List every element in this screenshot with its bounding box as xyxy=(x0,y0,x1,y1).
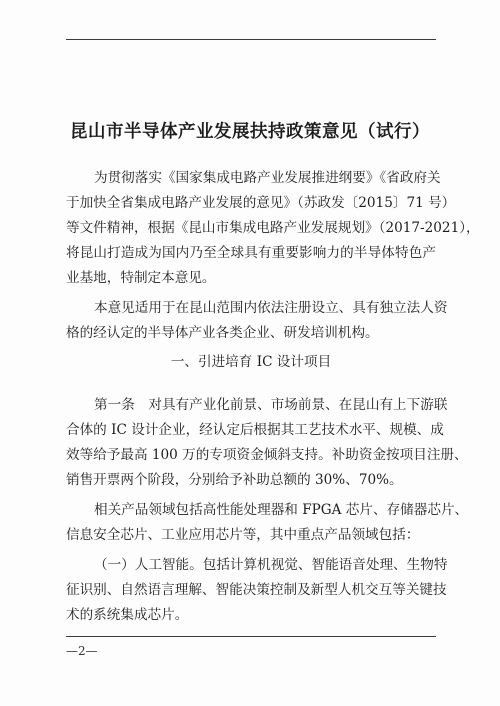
text-line: 为贯彻落实《国家集成电路产业发展推进纲要》《省政府关 xyxy=(94,170,441,186)
text-line: 合体的 IC 设计企业，经认定后根据其工艺技术水平、规模、成 xyxy=(66,422,444,438)
scope-paragraph xyxy=(66,296,448,346)
text-line: 术的系统集成芯片。 xyxy=(66,607,189,623)
text-line: 效等给予最高 100 万的专项资金倾斜支持。补助资金按项目注册、 xyxy=(66,447,468,463)
text-line: 等文件精神，根据《昆山市集成电路产业发展规划》（2017-2021）， xyxy=(66,220,480,236)
text-line: 销售开票两个阶段，分别给予补助总额的 30%、70%。 xyxy=(66,472,403,488)
text-line: 业基地，特制定本意见。 xyxy=(66,270,216,286)
preamble-paragraph xyxy=(66,166,480,291)
section-heading: 一、引进培育 IC 设计项目 xyxy=(170,354,332,370)
footer-rule xyxy=(66,636,436,637)
header-rule xyxy=(66,39,436,40)
text-line: （一）人工智能。包括计算机视觉、智能语音处理、生物特 xyxy=(94,557,448,573)
related-fields-paragraph xyxy=(66,498,469,548)
text-line: 信息安全芯片、工业应用芯片等，其中重点产品领域包括： xyxy=(66,527,420,543)
text-line: 本意见适用于在昆山范围内依法注册设立、具有独立法人资 xyxy=(94,300,448,316)
text-line: 第一条 对具有产业化前景、市场前景、在昆山有上下游联 xyxy=(94,397,448,413)
page-number: —2— xyxy=(66,644,98,658)
text-line: 于加快全省集成电路产业发展的意见》（苏政发〔2015〕71 号） xyxy=(66,195,456,211)
text-line: 将昆山打造成为国内乃至全球具有重要影响力的半导体特色产 xyxy=(66,245,436,261)
text-line: 征识别、自然语言理解、智能决策控制及新型人机交互等关键技 xyxy=(66,582,447,598)
ai-item-paragraph xyxy=(66,553,448,628)
document-body xyxy=(66,166,480,628)
article-1-paragraph xyxy=(66,393,468,493)
document-title: 昆山市半导体产业发展扶持政策意见（试行） xyxy=(70,122,430,142)
text-line: 格的经认定的半导体产业各类企业、研发培训机构。 xyxy=(66,325,379,341)
text-line: 相关产品领域包括高性能处理器和 FPGA 芯片、存储器芯片、 xyxy=(94,502,469,518)
